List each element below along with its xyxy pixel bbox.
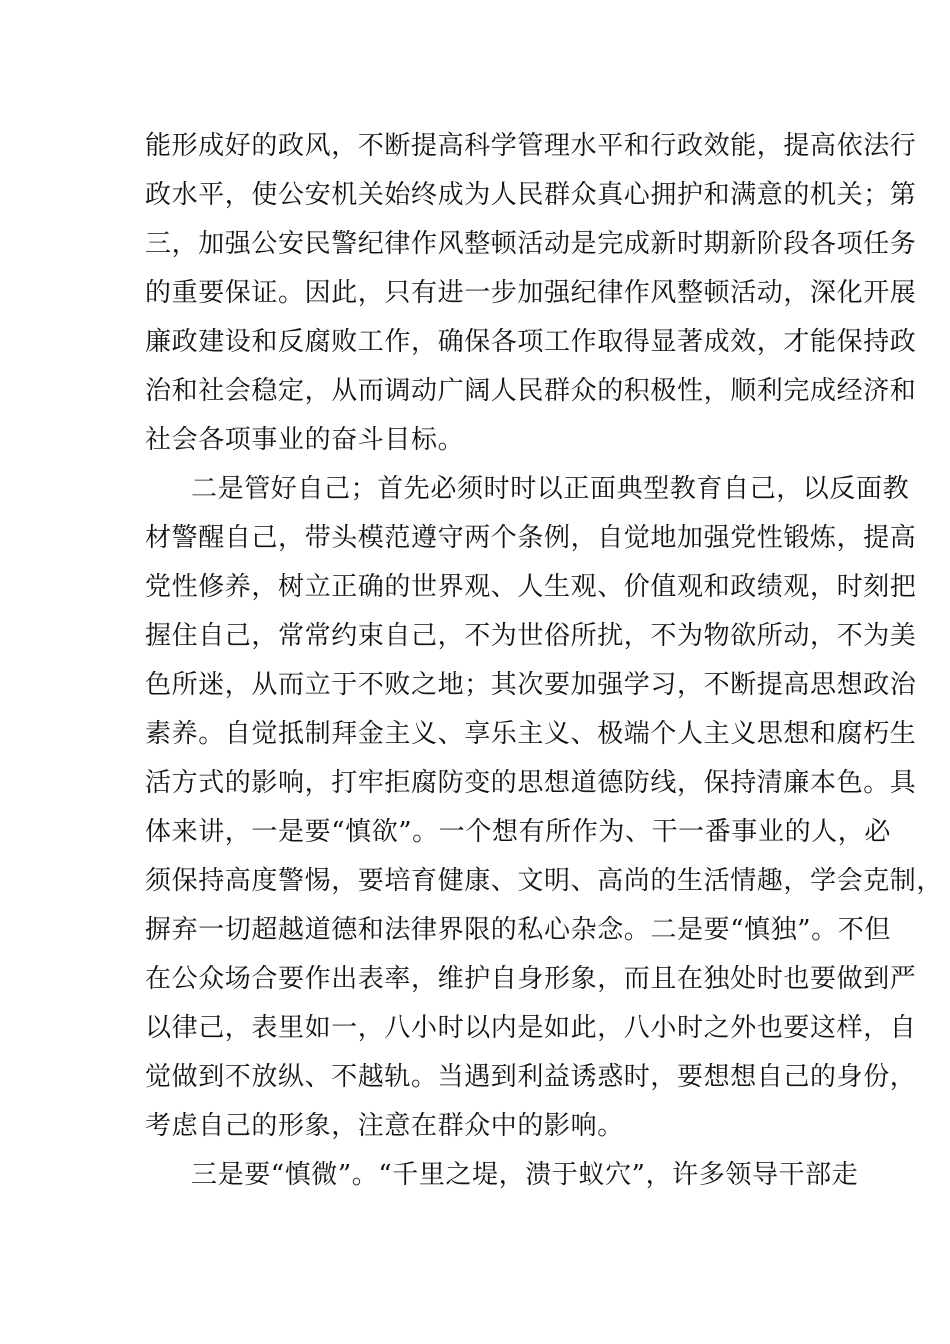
text-line: 摒弃一切超越道德和法律界限的私心杂念。二是要“慎独”。不但 bbox=[145, 915, 891, 945]
paragraph-start-line: 三是要“慎微”。“千里之堤，溃于蚁穴”，许多领导干部走 bbox=[191, 1160, 859, 1190]
text-line: 素养。自觉抵制拜金主义、享乐主义、极端个人主义思想和腐朽生 bbox=[145, 719, 917, 749]
text-line: 活方式的影响，打牢拒腐防变的思想道德防线，保持清廉本色。具 bbox=[145, 768, 917, 798]
text-line: 能形成好的政风，不断提高科学管理水平和行政效能，提高依法行 bbox=[145, 131, 917, 161]
text-line: 治和社会稳定，从而调动广阔人民群众的积极性，顺利完成经济和 bbox=[145, 376, 917, 406]
text-line: 党性修养，树立正确的世界观、人生观、价值观和政绩观，时刻把 bbox=[145, 572, 917, 602]
text-line: 色所迷，从而立于不败之地；其次要加强学习，不断提高思想政治 bbox=[145, 670, 917, 700]
text-line: 政水平，使公安机关始终成为人民群众真心拥护和满意的机关；第 bbox=[145, 180, 917, 210]
text-line: 须保持高度警惕，要培育健康、文明、高尚的生活情趣，学会克制， bbox=[145, 866, 944, 896]
text-line: 廉政建设和反腐败工作，确保各项工作取得显著成效，才能保持政 bbox=[145, 327, 917, 357]
text-line: 三，加强公安民警纪律作风整顿活动是完成新时期新阶段各项任务 bbox=[145, 229, 917, 259]
text-line: 材警醒自己，带头模范遵守两个条例，自觉地加强党性锻炼，提高 bbox=[145, 523, 917, 553]
text-line: 体来讲，一是要“慎欲”。一个想有所作为、干一番事业的人，必 bbox=[145, 817, 891, 847]
paragraph-start-line: 二是管好自己；首先必须时时以正面典型教育自己，以反面教 bbox=[191, 474, 910, 504]
text-line: 在公众场合要作出表率，维护自身形象，而且在独处时也要做到严 bbox=[145, 964, 917, 994]
text-line: 社会各项事业的奋斗目标。 bbox=[145, 425, 465, 455]
text-line: 握住自己，常常约束自己，不为世俗所扰，不为物欲所动，不为美 bbox=[145, 621, 917, 651]
text-line: 考虑自己的形象，注意在群众中的影响。 bbox=[145, 1111, 624, 1141]
text-line: 的重要保证。因此，只有进一步加强纪律作风整顿活动，深化开展 bbox=[145, 278, 917, 308]
text-line: 觉做到不放纵、不越轨。当遇到利益诱惑时，要想想自己的身份， bbox=[145, 1062, 917, 1092]
text-line: 以律己，表里如一，八小时以内是如此，八小时之外也要这样，自 bbox=[145, 1013, 917, 1043]
document-body bbox=[145, 122, 944, 1200]
